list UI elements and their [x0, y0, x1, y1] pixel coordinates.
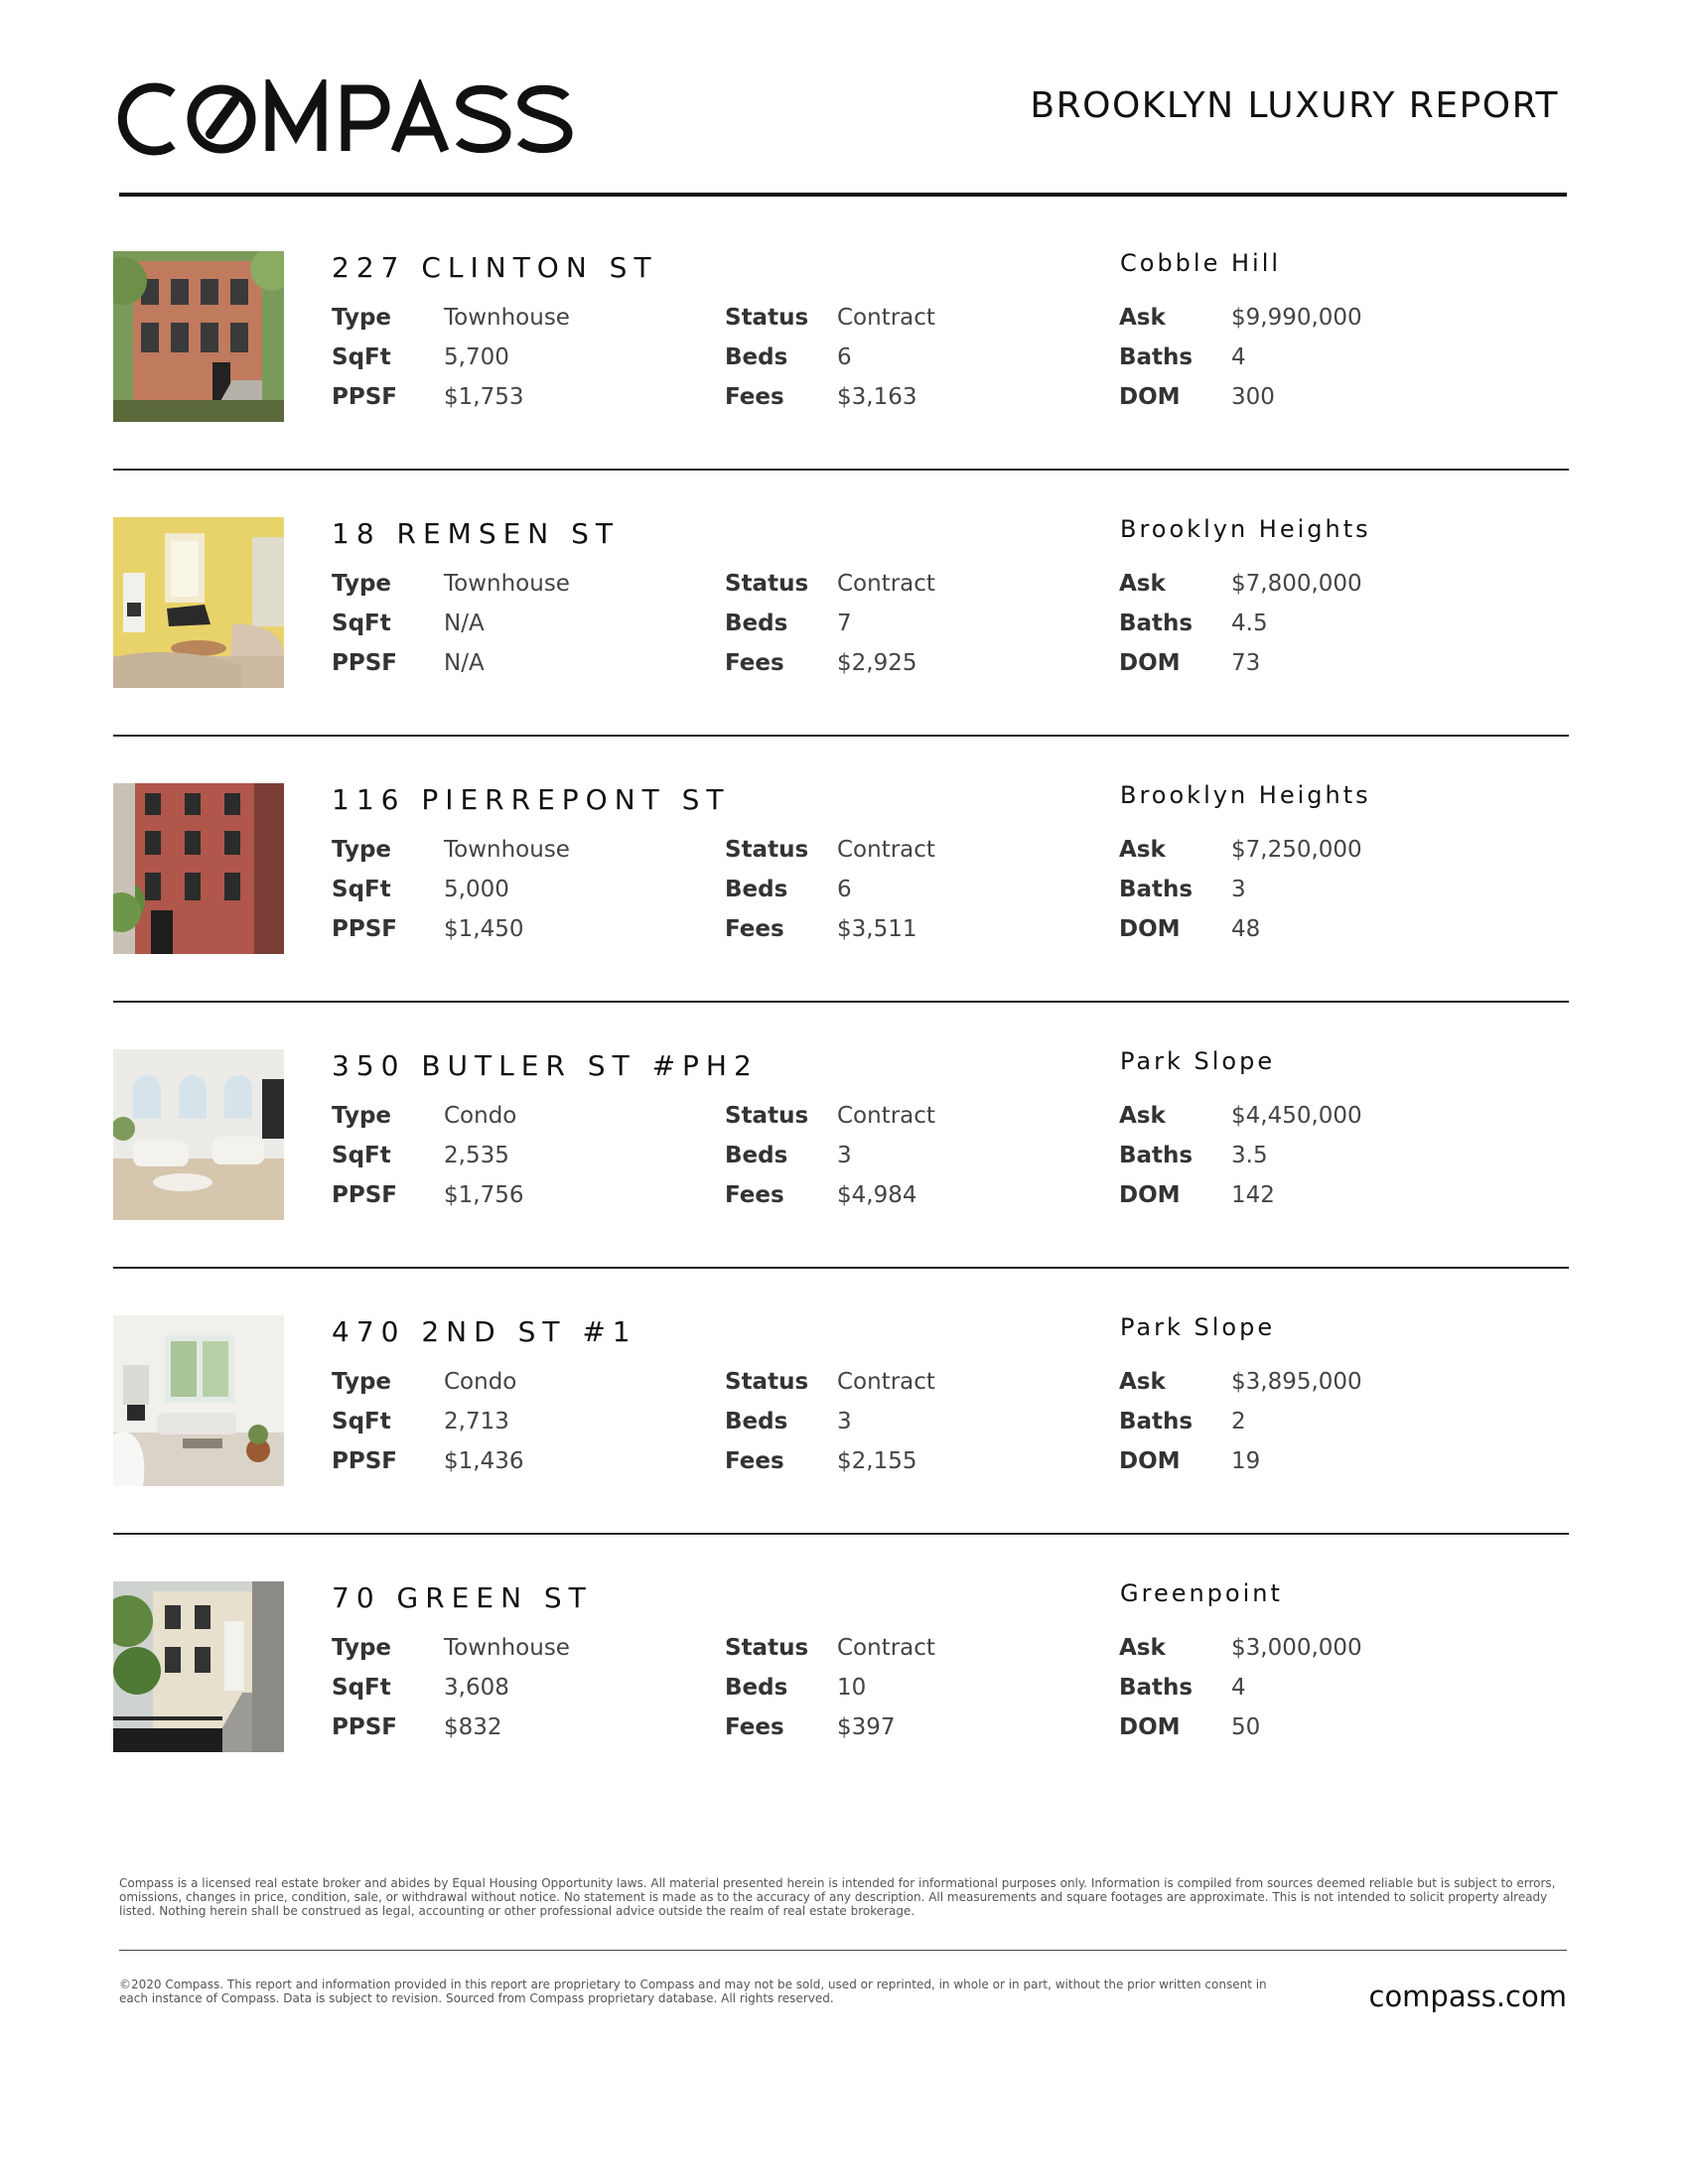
ask-value: $3,895,000	[1231, 1369, 1362, 1395]
sqft-value: 3,608	[444, 1675, 509, 1701]
ppsf-value: $1,436	[444, 1448, 524, 1474]
sqft-label: SqFt	[332, 877, 391, 902]
baths-label: Baths	[1119, 611, 1194, 636]
fees-label: Fees	[725, 384, 784, 410]
dom-label: DOM	[1119, 1182, 1181, 1208]
listing-neighborhood: Brooklyn Heights	[1120, 781, 1371, 809]
dom-value: 73	[1231, 650, 1261, 676]
type-value: Townhouse	[444, 1635, 570, 1661]
status-value: Contract	[837, 837, 935, 863]
listing-address: 116 PIERREPONT ST	[332, 783, 731, 816]
sqft-value: 2,535	[444, 1143, 509, 1168]
sqft-label: SqFt	[332, 1143, 391, 1168]
ask-label: Ask	[1119, 305, 1166, 331]
type-value: Townhouse	[444, 571, 570, 597]
status-label: Status	[725, 571, 809, 597]
fees-label: Fees	[725, 650, 784, 676]
type-label: Type	[332, 1369, 392, 1395]
listing-address: 227 CLINTON ST	[332, 251, 658, 284]
sqft-label: SqFt	[332, 1675, 391, 1701]
sqft-label: SqFt	[332, 344, 391, 370]
townhouse-red-brick-photo-icon	[113, 783, 284, 954]
dom-value: 142	[1231, 1182, 1275, 1208]
listing-row	[0, 1049, 1688, 1248]
status-value: Contract	[837, 1103, 935, 1129]
ask-value: $4,450,000	[1231, 1103, 1362, 1129]
sqft-label: SqFt	[332, 611, 391, 636]
listing-address: 470 2ND ST #1	[332, 1315, 637, 1348]
ppsf-value: $1,753	[444, 384, 524, 410]
ppsf-label: PPSF	[332, 916, 397, 942]
sqft-label: SqFt	[332, 1409, 391, 1434]
listing-neighborhood: Brooklyn Heights	[1120, 515, 1371, 543]
beds-value: 6	[837, 344, 852, 370]
ask-label: Ask	[1119, 571, 1166, 597]
dom-value: 19	[1231, 1448, 1261, 1474]
fees-value: $4,984	[837, 1182, 917, 1208]
fees-value: $3,163	[837, 384, 917, 410]
beds-label: Beds	[725, 611, 788, 636]
website-url[interactable]: compass.com	[1368, 1979, 1567, 2013]
townhouse-brick-photo-icon	[113, 251, 284, 422]
ask-value: $7,250,000	[1231, 837, 1362, 863]
beds-label: Beds	[725, 1675, 788, 1701]
ask-label: Ask	[1119, 837, 1166, 863]
listing-row	[0, 783, 1688, 982]
listing-divider	[113, 1533, 1569, 1535]
baths-value: 2	[1231, 1409, 1246, 1434]
ask-value: $3,000,000	[1231, 1635, 1362, 1661]
beds-value: 10	[837, 1675, 867, 1701]
ppsf-label: PPSF	[332, 1714, 397, 1740]
beds-label: Beds	[725, 877, 788, 902]
fees-value: $2,155	[837, 1448, 917, 1474]
beds-value: 3	[837, 1143, 852, 1168]
living-room-white-photo-icon	[113, 1315, 284, 1486]
listing-divider	[113, 735, 1569, 737]
report-title: BROOKLYN LUXURY REPORT	[1030, 85, 1559, 126]
baths-value: 4.5	[1231, 611, 1268, 636]
listing-address: 350 BUTLER ST #PH2	[332, 1049, 759, 1082]
beds-label: Beds	[725, 1143, 788, 1168]
baths-value: 4	[1231, 344, 1246, 370]
baths-label: Baths	[1119, 877, 1194, 902]
fees-label: Fees	[725, 1182, 784, 1208]
header-divider	[119, 193, 1567, 197]
listing-divider	[113, 1267, 1569, 1269]
baths-label: Baths	[1119, 1409, 1194, 1434]
dom-label: DOM	[1119, 650, 1181, 676]
type-label: Type	[332, 305, 392, 331]
beds-label: Beds	[725, 344, 788, 370]
dom-value: 50	[1231, 1714, 1261, 1740]
baths-value: 3	[1231, 877, 1246, 902]
ppsf-label: PPSF	[332, 384, 397, 410]
dom-label: DOM	[1119, 1448, 1181, 1474]
ppsf-value: $1,450	[444, 916, 524, 942]
fees-value: $2,925	[837, 650, 917, 676]
house-siding-stoop-photo-icon	[113, 1581, 284, 1752]
status-value: Contract	[837, 1635, 935, 1661]
fees-label: Fees	[725, 916, 784, 942]
status-value: Contract	[837, 1369, 935, 1395]
ask-label: Ask	[1119, 1369, 1166, 1395]
ppsf-label: PPSF	[332, 650, 397, 676]
beds-value: 7	[837, 611, 852, 636]
baths-value: 4	[1231, 1675, 1246, 1701]
listing-row	[0, 1581, 1688, 1780]
listing-address: 18 REMSEN ST	[332, 517, 621, 550]
dom-label: DOM	[1119, 384, 1181, 410]
listing-neighborhood: Park Slope	[1120, 1047, 1276, 1075]
baths-value: 3.5	[1231, 1143, 1268, 1168]
footer-divider	[119, 1950, 1567, 1951]
beds-value: 6	[837, 877, 852, 902]
type-label: Type	[332, 571, 392, 597]
status-label: Status	[725, 837, 809, 863]
fees-label: Fees	[725, 1448, 784, 1474]
living-room-yellow-photo-icon	[113, 517, 284, 688]
sqft-value: 5,000	[444, 877, 509, 902]
beds-label: Beds	[725, 1409, 788, 1434]
listing-neighborhood: Cobble Hill	[1120, 249, 1282, 277]
ask-label: Ask	[1119, 1635, 1166, 1661]
listing-neighborhood: Park Slope	[1120, 1313, 1276, 1341]
listing-divider	[113, 1001, 1569, 1003]
sqft-value: 5,700	[444, 344, 509, 370]
fees-value: $397	[837, 1714, 896, 1740]
listing-address: 70 GREEN ST	[332, 1581, 593, 1614]
dom-label: DOM	[1119, 916, 1181, 942]
dom-value: 48	[1231, 916, 1261, 942]
status-label: Status	[725, 1369, 809, 1395]
beds-value: 3	[837, 1409, 852, 1434]
copyright-notice: ©2020 Compass. This report and information provided in this report are proprietary to Compass and may not be sold, used or reprinted, in whole or in part, without the prior written consent in each instance of Compass. Data is subject to revision. Sourced from Compass proprietary database. All rights reserved.	[119, 1978, 1267, 2005]
compass-logo	[117, 79, 614, 159]
status-value: Contract	[837, 571, 935, 597]
type-value: Townhouse	[444, 305, 570, 331]
dom-label: DOM	[1119, 1714, 1181, 1740]
fees-value: $3,511	[837, 916, 917, 942]
ppsf-value: N/A	[444, 650, 485, 676]
baths-label: Baths	[1119, 1675, 1194, 1701]
dom-value: 300	[1231, 384, 1275, 410]
ppsf-value: $1,756	[444, 1182, 524, 1208]
ppsf-label: PPSF	[332, 1182, 397, 1208]
ppsf-value: $832	[444, 1714, 502, 1740]
ask-value: $9,990,000	[1231, 305, 1362, 331]
baths-label: Baths	[1119, 344, 1194, 370]
type-value: Condo	[444, 1103, 517, 1129]
listing-divider	[113, 469, 1569, 471]
listing-row	[0, 1315, 1688, 1514]
listing-neighborhood: Greenpoint	[1120, 1579, 1283, 1607]
listing-row	[0, 251, 1688, 450]
baths-label: Baths	[1119, 1143, 1194, 1168]
type-label: Type	[332, 1103, 392, 1129]
status-label: Status	[725, 305, 809, 331]
type-value: Townhouse	[444, 837, 570, 863]
fees-label: Fees	[725, 1714, 784, 1740]
ask-label: Ask	[1119, 1103, 1166, 1129]
legal-disclaimer: Compass is a licensed real estate broker and abides by Equal Housing Opportunity laws. All material presented herein is intended for informational purposes only. Information is compiled from sources deemed reliable but is subject to errors, omissions, changes in price, condition, sale, or withdrawal without notice. No statement is made as to the accuracy of any description. All measurements and square footages are approximate. This is not intended to solicit property already listed. Nothing herein shall be construed as legal, accounting or other professional advice outside the realm of real estate brokerage.	[119, 1876, 1556, 1918]
type-label: Type	[332, 1635, 392, 1661]
status-value: Contract	[837, 305, 935, 331]
living-room-arched-windows-photo-icon	[113, 1049, 284, 1220]
sqft-value: N/A	[444, 611, 485, 636]
status-label: Status	[725, 1635, 809, 1661]
type-label: Type	[332, 837, 392, 863]
type-value: Condo	[444, 1369, 517, 1395]
ppsf-label: PPSF	[332, 1448, 397, 1474]
sqft-value: 2,713	[444, 1409, 509, 1434]
status-label: Status	[725, 1103, 809, 1129]
ask-value: $7,800,000	[1231, 571, 1362, 597]
listing-row	[0, 517, 1688, 716]
